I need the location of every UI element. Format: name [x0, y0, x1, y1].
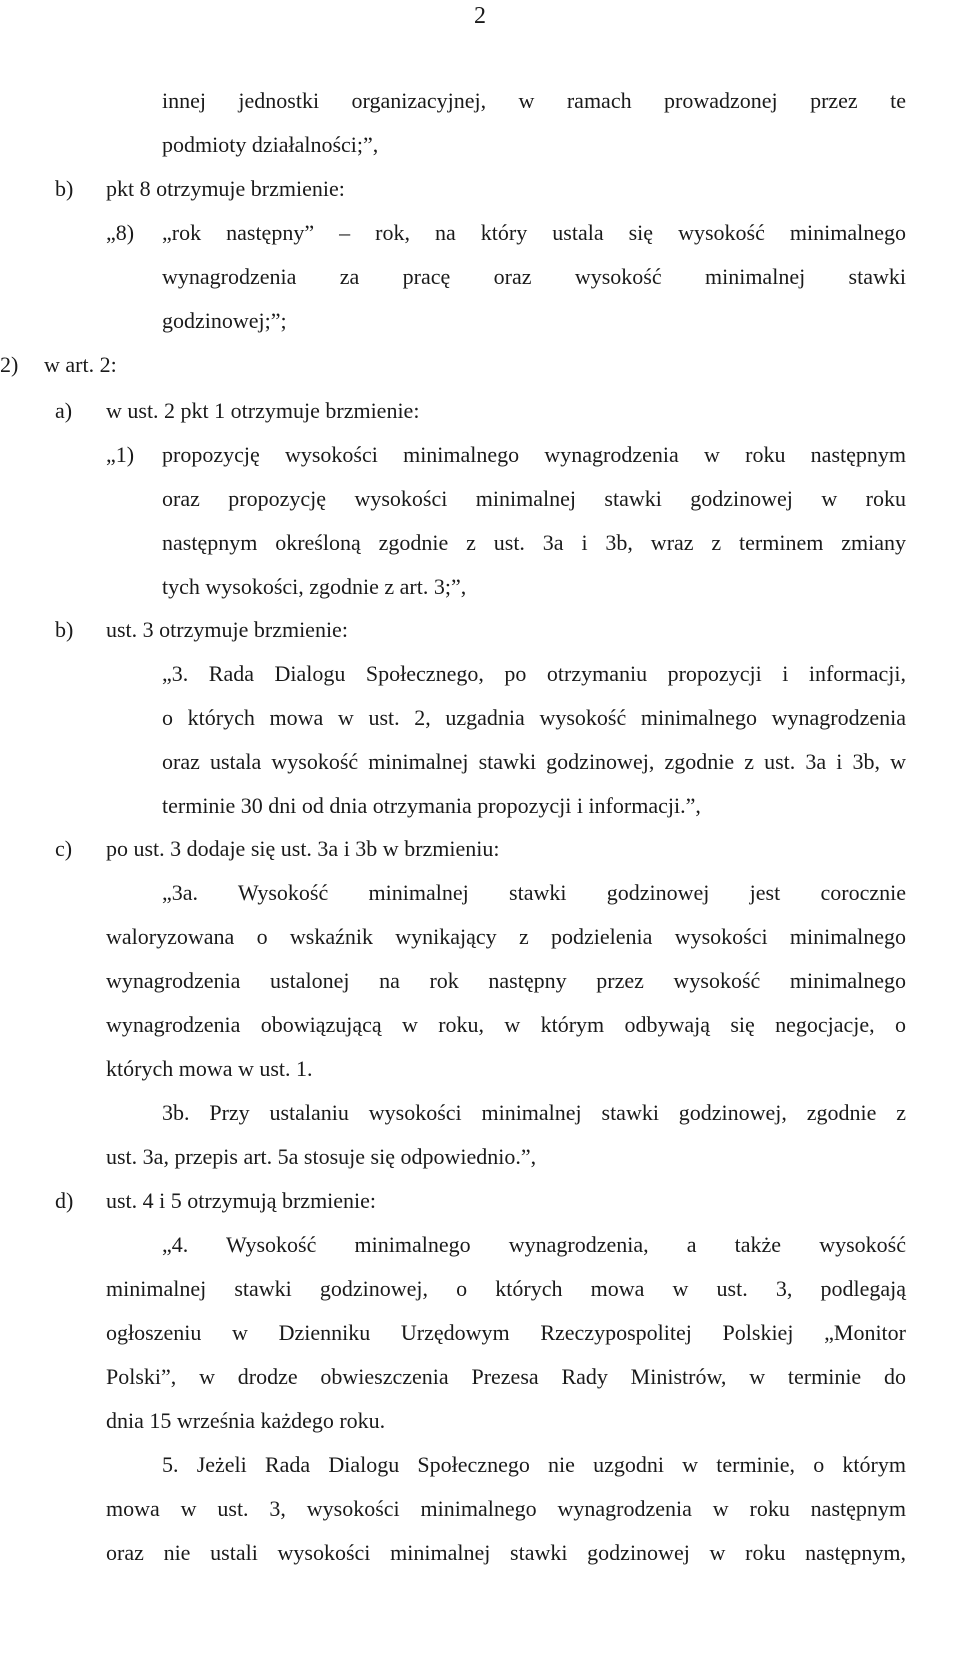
- paragraph-line: wynagrodzenia obowiązującą w roku, w którym odbywają się negocjacje, o: [106, 1012, 906, 1037]
- list-marker: b): [55, 617, 74, 642]
- paragraph-line: wynagrodzenia za pracę oraz wysokość minimalnej stawki: [162, 264, 906, 289]
- paragraph-line: wynagrodzenia ustalonej na rok następny przez wysokość minimalnego: [106, 968, 906, 993]
- paragraph-line: ust. 3 otrzymuje brzmienie:: [106, 617, 348, 642]
- paragraph-line: o których mowa w ust. 2, uzgadnia wysokość minimalnego wynagrodzenia: [162, 705, 906, 730]
- paragraph-line: ogłoszeniu w Dzienniku Urzędowym Rzeczypospolitej Polskiej „Monitor: [106, 1320, 906, 1345]
- paragraph-line: 5. Jeżeli Rada Dialogu Społecznego nie uzgodni w terminie, o którym: [162, 1452, 906, 1477]
- paragraph-line: oraz propozycję wysokości minimalnej stawki godzinowej w roku: [162, 486, 906, 511]
- paragraph-line: innej jednostki organizacyjnej, w ramach prowadzonej przez te: [162, 88, 906, 113]
- list-marker: b): [55, 176, 74, 201]
- paragraph-line: oraz ustala wysokość minimalnej stawki godzinowej, zgodnie z ust. 3a i 3b, w: [162, 749, 906, 774]
- paragraph-line: oraz nie ustali wysokości minimalnej stawki godzinowej w roku następnym,: [106, 1540, 906, 1565]
- paragraph-line: „rok następny” – rok, na który ustala się wysokość minimalnego: [162, 220, 906, 245]
- page-number: 2: [474, 3, 486, 29]
- paragraph-line: których mowa w ust. 1.: [106, 1056, 313, 1081]
- paragraph-line: tych wysokości, zgodnie z art. 3;”,: [162, 574, 467, 599]
- list-marker: „1): [106, 442, 135, 467]
- paragraph-line: w art. 2:: [44, 352, 117, 377]
- paragraph-line: „4. Wysokość minimalnego wynagrodzenia, a także wysokość: [162, 1232, 906, 1257]
- paragraph-line: ust. 4 i 5 otrzymują brzmienie:: [106, 1188, 377, 1213]
- paragraph-line: „3. Rada Dialogu Społecznego, po otrzymaniu propozycji i informacji,: [162, 661, 906, 686]
- paragraph-line: propozycję wysokości minimalnego wynagrodzenia w roku następnym: [162, 442, 906, 467]
- list-marker: a): [55, 398, 73, 423]
- paragraph-line: waloryzowana o wskaźnik wynikający z podzielenia wysokości minimalnego: [106, 924, 906, 949]
- paragraph-line: terminie 30 dni od dnia otrzymania propozycji i informacji.”,: [162, 793, 701, 818]
- paragraph-line: „3a. Wysokość minimalnej stawki godzinowej jest corocznie: [162, 880, 906, 905]
- paragraph-line: Polski”, w drodze obwieszczenia Prezesa Rady Ministrów, w terminie do: [106, 1364, 906, 1389]
- paragraph-line: godzinowej;”;: [162, 308, 287, 333]
- paragraph-line: ust. 3a, przepis art. 5a stosuje się odpowiednio.”,: [106, 1144, 537, 1169]
- paragraph-line: podmioty działalności;”,: [162, 132, 379, 157]
- paragraph-line: po ust. 3 dodaje się ust. 3a i 3b w brzmieniu:: [106, 836, 500, 861]
- paragraph-line: dnia 15 września każdego roku.: [106, 1408, 386, 1433]
- paragraph-line: pkt 8 otrzymuje brzmienie:: [106, 176, 345, 201]
- paragraph-line: 3b. Przy ustalaniu wysokości minimalnej stawki godzinowej, zgodnie z: [162, 1100, 906, 1125]
- list-marker: 2): [0, 352, 19, 377]
- paragraph-line: w ust. 2 pkt 1 otrzymuje brzmienie:: [106, 398, 420, 423]
- list-marker: d): [55, 1188, 74, 1213]
- paragraph-line: mowa w ust. 3, wysokości minimalnego wynagrodzenia w roku następnym: [106, 1496, 906, 1521]
- paragraph-line: następnym określoną zgodnie z ust. 3a i 3b, wraz z terminem zmiany: [162, 530, 906, 555]
- paragraph-line: minimalnej stawki godzinowej, o których mowa w ust. 3, podlegają: [106, 1276, 906, 1301]
- list-marker: „8): [106, 220, 135, 245]
- list-marker: c): [55, 836, 73, 861]
